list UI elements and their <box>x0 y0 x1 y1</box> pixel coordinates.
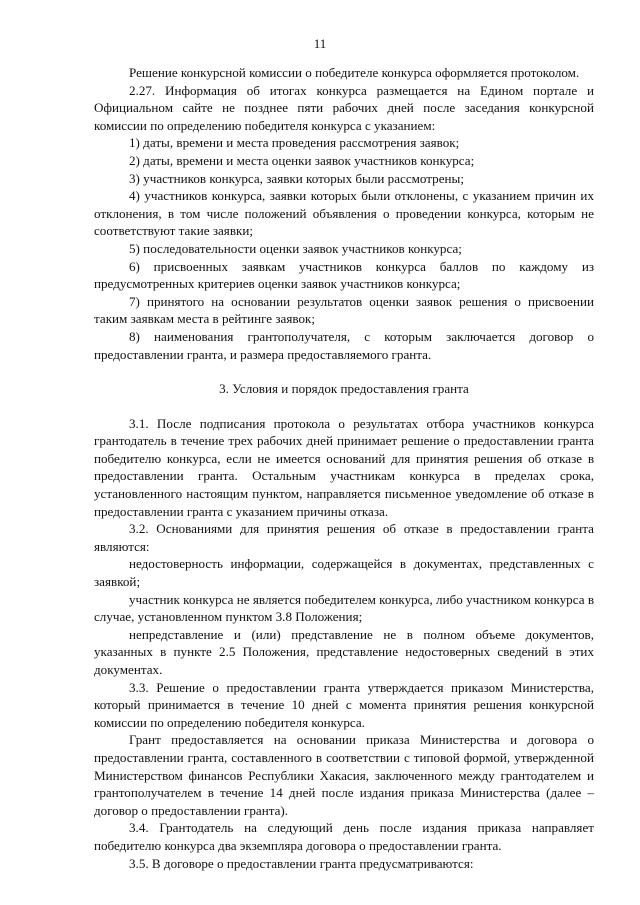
paragraph: 3.2. Основаниями для принятия решения об отказе в предоставлении гранта являются: <box>94 521 594 554</box>
paragraph: Решение конкурсной комиссии о победителе конкурса оформляется протоколом. <box>129 65 580 80</box>
list-item: 4) участников конкурса, заявки которых были отклонены, с указанием причин их отклонения, в том числе положений объявления о проведении конкурса, которым не соответствуют такие заявки; <box>94 188 594 239</box>
paragraph: 3.1. После подписания протокола о результатах отбора участников конкурса грантодатель в течение трех рабочих дней принимает решение о предоставлении гранта победителю конкурса, если не имеется оснований для принятия решения об отказе в предоставлении гранта. Остальным участникам конкурса в пределах срока, установленного настоящим пунктом, направляется письменное уведомление об отказе в предоставлении гранта с указанием причины отказа. <box>94 415 594 519</box>
document-body <box>94 64 594 872</box>
list-item: 2) даты, времени и места оценки заявок участников конкурса; <box>129 152 475 168</box>
paragraph: 2.27. Информация об итогах конкурса размещается на Едином портале и Официальном сайте не позднее пяти рабочих дней после заседания конкурсной комиссии по определению победителя конкурса с указанием: <box>94 82 594 133</box>
paragraph: 3.4. Грантодатель на следующий день после издания приказа направляет победителю конкурса два экземпляра договора о предоставлении гранта. <box>94 820 594 853</box>
paragraph: непредставление и (или) представление не в полном объеме документов, указанных в пункте 2.5 Положения, представление недостоверных сведений в этих документах. <box>94 626 594 677</box>
paragraph: 3.5. В договоре о предоставлении гранта предусматриваются: <box>129 855 474 871</box>
list-item: 7) принятого на основании результатов оценки заявок решения о присвоении таким заявкам места в рейтинге заявок; <box>94 293 594 327</box>
list-item: 8) наименования грантополучателя, с которым заключается договор о предоставлении гранта, и размера предоставляемого гранта. <box>94 328 594 362</box>
list-item: 6) присвоенных заявкам участников конкурса баллов по каждому из предусмотренных критериев оценки заявок участников конкурса; <box>94 258 594 292</box>
list-item: 3) участников конкурса, заявки которых были рассмотрены; <box>129 170 464 186</box>
paragraph: недостоверность информации, содержащейся в документах, представленных с заявкой; <box>94 556 594 590</box>
section-heading: 3. Условия и порядок предоставления гранта <box>219 381 469 397</box>
paragraph: 3.3. Решение о предоставлении гранта утверждается приказом Министерства, который принимается в течение 10 дней с момента принятия решения конкурсной комиссии по определению победителя конкурса. <box>94 679 594 730</box>
paragraph: участник конкурса не является победителем конкурса, либо участником конкурса в случае, установленном пунктом 3.8 Положения; <box>94 591 594 625</box>
paragraph: Грант предоставляется на основании приказа Министерства и договора о предоставлении гранта, составленного в соответствии с типовой формой, утвержденной Министерством финансов Республики Хакасия, заключенного между грантодателем и грантополучателем в течение 14 дней после издания приказа Министерства (далее – договор о предоставлении гранта). <box>94 732 594 818</box>
list-item: 1) даты, времени и места проведения рассмотрения заявок; <box>129 135 460 151</box>
page-number: 11 <box>313 36 327 51</box>
list-item: 5) последовательности оценки заявок участников конкурса; <box>129 240 462 256</box>
